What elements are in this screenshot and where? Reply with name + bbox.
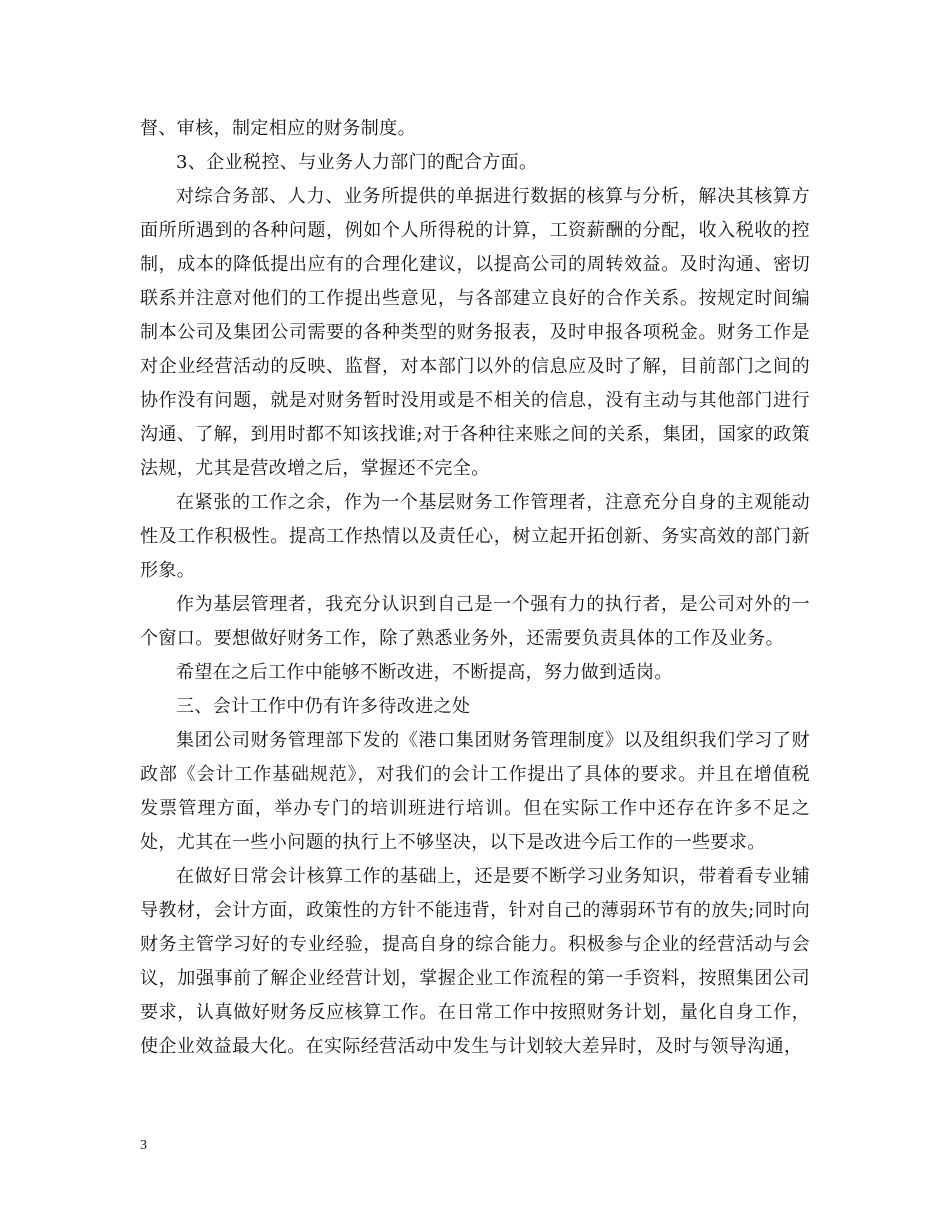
paragraph: 作为基层管理者，我充分认识到自己是一个强有力的执行者，是公司对外的一个窗口。要想做好财务工作，除了熟悉业务外，还需要负责具体的工作及业务。 bbox=[140, 594, 810, 649]
paragraph: 3、企业税控、与业务人力部门的配合方面。 bbox=[176, 152, 538, 173]
page-number: 3 bbox=[140, 1138, 147, 1153]
paragraph: 集团公司财务管理部下发的《港口集团财务管理制度》以及组织我们学习了财政部《会计工作基础规范》，对我们的会计工作提出了具体的要求。并且在增值税发票管理方面，举办专门的培训班进行培训。但在实际工作中还存在许多不足之处，尤其在一些小问题的执行上不够坚决，以下是改进今后工作的一些要求。 bbox=[140, 730, 810, 853]
document-body bbox=[140, 112, 810, 1064]
paragraph: 在紧张的工作之余，作为一个基层财务工作管理者，注意充分自身的主观能动性及工作积极性。提高工作热情以及责任心，树立起开拓创新、务实高效的部门新形象。 bbox=[140, 492, 810, 581]
section-heading: 三、会计工作中仍有许多待改进之处 bbox=[176, 696, 471, 717]
paragraph: 督、审核，制定相应的财务制度。 bbox=[140, 118, 416, 139]
paragraph: 希望在之后工作中能够不断改进，不断提高，努力做到适岗。 bbox=[176, 662, 673, 683]
paragraph: 在做好日常会计核算工作的基础上，还是要不断学习业务知识，带着看专业辅导教材，会计方面，政策性的方针不能违背，针对自己的薄弱环节有的放失;同时向财务主管学习好的专业经验，提高自身的综合能力。积极参与企业的经营活动与会议，加强事前了解企业经营计划，掌握企业工作流程的第一手资料，按照集团公司要求，认真做好财务反应核算工作。在日常工作中按照财务计划，量化自身工作，使企业效益最大化。在实际经营活动中发生与计划较大差异时，及时与领导沟通， bbox=[140, 866, 810, 1057]
paragraph: 对综合务部、人力、业务所提供的单据进行数据的核算与分析，解决其核算方面所所遇到的各种问题，例如个人所得税的计算，工资薪酬的分配，收入税收的控制，成本的降低提出应有的合理化建议，以提高公司的周转效益。及时沟通、密切联系并注意对他们的工作提出些意见，与各部建立良好的合作关系。按规定时间编制本公司及集团公司需要的各种类型的财务报表，及时申报各项税金。财务工作是对企业经营活动的反映、监督，对本部门以外的信息应及时了解，目前部门之间的协作没有问题，就是对财务暂时没用或是不相关的信息，没有主动与其他部门进行沟通、了解，到用时都不知该找谁;对于各种往来账之间的关系，集团，国家的政策法规，尤其是营改增之后，掌握还不完全。 bbox=[140, 186, 810, 479]
